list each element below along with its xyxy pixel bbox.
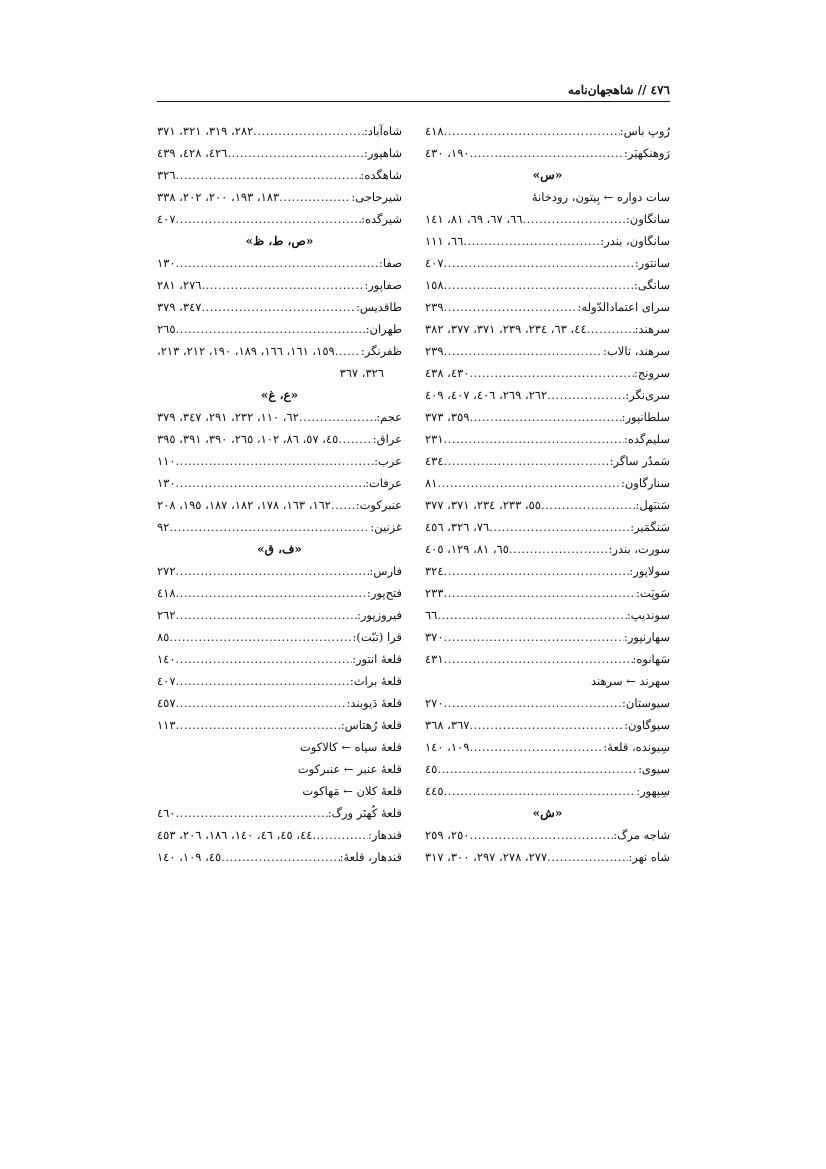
- dot-leader: [444, 120, 620, 142]
- index-page-numbers: ١١٣: [157, 718, 176, 732]
- index-term: سانگی:: [633, 278, 670, 292]
- dot-leader: [444, 582, 637, 604]
- index-entry: [425, 318, 670, 340]
- index-page-numbers: ٧٦، ٣٢٦، ٤٥٦: [425, 520, 490, 534]
- dot-leader: [437, 758, 638, 780]
- dot-leader: [176, 208, 362, 230]
- index-term: ظفرنگر:: [360, 344, 402, 358]
- index-term: عرب:: [374, 454, 402, 468]
- index-term: سوندیپ:: [626, 608, 670, 622]
- index-page-numbers: ٢٣١: [425, 432, 444, 446]
- index-page-numbers: ٤٠٧: [425, 256, 444, 270]
- dot-leader: [176, 450, 375, 472]
- index-page-numbers: ٦٥، ٨١، ١٢٩، ٤٠٥: [425, 542, 509, 556]
- index-entry: [425, 648, 670, 670]
- dot-leader: [176, 670, 350, 692]
- index-term: رُوپ باس:: [619, 124, 670, 138]
- index-page-numbers: ١٥٩، ١٦١، ١٦٦، ١٨٩، ١٩٠، ٢١٢، ٢١٣،: [157, 344, 335, 358]
- index-entry: [157, 560, 402, 582]
- index-page-numbers: ٢٥٠، ٢٥٩: [425, 828, 470, 842]
- section-heading: «ص، ط، ظ»: [245, 234, 314, 248]
- dot-leader: [437, 472, 621, 494]
- cross-reference: سهرند ← سرهند: [590, 674, 670, 688]
- index-term: شاجه مرگ:: [613, 828, 670, 842]
- index-entry: [425, 296, 670, 318]
- index-entry: [425, 120, 670, 142]
- dot-leader: [444, 450, 610, 472]
- index-entry: [157, 450, 402, 472]
- entry-continuation: ٣٢٦، ٣٦٧: [339, 366, 384, 380]
- dot-leader: [509, 538, 609, 560]
- index-entry: [425, 626, 670, 648]
- index-term: غزنین:: [370, 520, 402, 534]
- index-page-numbers: ٤٠٧: [157, 674, 176, 688]
- index-page-numbers: ٤٣٠، ٤٣٨: [425, 366, 470, 380]
- section-heading: «ع، غ»: [260, 388, 299, 402]
- section-heading: «س»: [532, 168, 563, 182]
- dot-leader: [437, 604, 626, 626]
- index-page-numbers: ٩٢: [157, 520, 170, 534]
- index-entry: [157, 120, 402, 142]
- index-page-numbers: ١٤٠: [157, 652, 176, 666]
- dot-leader: [469, 142, 624, 164]
- index-page-numbers: ١٠٩، ١٤٠: [425, 740, 470, 754]
- index-entry: [157, 208, 402, 230]
- index-page-numbers: ٦٦: [425, 608, 438, 622]
- index-term: شاهگده:: [360, 168, 402, 182]
- index-entry: [425, 142, 670, 164]
- dot-leader: [444, 252, 635, 274]
- header-rule: [157, 101, 670, 102]
- dot-leader: [444, 340, 604, 362]
- cross-reference: سات دواره ← بِیتون، رودخانهٔ: [531, 190, 670, 204]
- dot-leader: [444, 780, 637, 802]
- index-term: سانگاون، بندر:: [600, 234, 670, 248]
- index-term: عنبرکوت:: [355, 498, 402, 512]
- index-page-numbers: ٢٣٩: [425, 344, 444, 358]
- index-term: سَوپَت:: [636, 586, 670, 600]
- index-term: سانتور:: [634, 256, 670, 270]
- index-entry: [157, 846, 402, 868]
- dot-leader: [444, 296, 578, 318]
- cross-reference: قلعهٔ عنبر ← عنبرکوت: [297, 762, 402, 776]
- dot-leader: [299, 406, 376, 428]
- index-term: قندهار:: [367, 828, 402, 842]
- index-term: فتح‌پور:: [367, 586, 402, 600]
- dot-leader: [221, 846, 339, 868]
- index-entry: [157, 494, 402, 516]
- index-term: صفاپور:: [364, 278, 402, 292]
- index-term: شاه‌آباد:: [363, 124, 402, 138]
- index-entry: [157, 252, 402, 274]
- index-term: شیرحاجی:: [351, 190, 402, 204]
- dot-leader: [335, 340, 361, 362]
- index-entry: [157, 648, 402, 670]
- index-entry: [425, 692, 670, 714]
- index-page-numbers: ٢٦٢، ٢٦٩، ٤٠٦، ٤٠٧، ٤٠٩: [425, 388, 548, 402]
- index-term: صفا:: [379, 256, 402, 270]
- dot-leader: [201, 274, 364, 296]
- dot-leader: [541, 494, 636, 516]
- index-page-numbers: ٨٥: [157, 630, 170, 644]
- index-term: عجم:: [376, 410, 402, 424]
- index-term: قلعهٔ انتور:: [352, 652, 402, 666]
- index-entry: [425, 230, 670, 252]
- index-page-numbers: ٣٧٠: [425, 630, 444, 644]
- index-entry: [425, 494, 670, 516]
- index-page-numbers: ٦٦، ٦٧، ٦٩، ٨١، ١٤١: [425, 212, 523, 226]
- index-entry: [157, 318, 402, 340]
- dot-leader: [176, 714, 341, 736]
- index-term: قلعهٔ کُهنَر ورگ:: [327, 806, 402, 820]
- index-page-numbers: ٤١٨: [157, 586, 176, 600]
- index-term: فارس:: [369, 564, 402, 578]
- index-page-numbers: ٤٤٥: [425, 784, 444, 798]
- index-entry: [157, 516, 402, 538]
- index-term: طاقدیس:: [356, 300, 402, 314]
- dot-leader: [469, 714, 624, 736]
- index-term: سهارنپور:: [623, 630, 670, 644]
- index-page-numbers: ١٦٢، ١٦٣، ١٧٨، ١٨٢، ١٨٧، ١٩٥، ٢٠٨: [157, 498, 331, 512]
- index-page-numbers: ٣٦٧، ٣٦٨: [425, 718, 470, 732]
- dot-leader: [176, 582, 368, 604]
- index-entry: [157, 296, 402, 318]
- dot-leader: [169, 516, 370, 538]
- index-page-numbers: ٢٣٣: [425, 586, 444, 600]
- index-term: سیوستان:: [622, 696, 670, 710]
- index-term: سورت، بندر:: [608, 542, 670, 556]
- dot-leader: [587, 318, 635, 340]
- index-page-numbers: ٤٢٦، ٤٢٨، ٤٣٩: [157, 146, 228, 160]
- index-page-numbers: ٢٣٩: [425, 300, 444, 314]
- index-page-numbers: ٨١: [425, 476, 438, 490]
- dot-leader: [176, 164, 361, 186]
- index-term: سرهند:: [634, 322, 670, 336]
- dot-leader: [176, 648, 353, 670]
- index-entry: [425, 824, 670, 846]
- dot-leader: [253, 120, 364, 142]
- index-entry: [425, 428, 670, 450]
- dot-leader: [444, 560, 630, 582]
- section-heading: «ف، ق»: [257, 542, 302, 556]
- index-page-numbers: ٤٠٧: [157, 212, 176, 226]
- index-entry: [425, 736, 670, 758]
- dot-leader: [444, 648, 633, 670]
- index-page-numbers: ٤٣١: [425, 652, 444, 666]
- index-term: طهران:: [365, 322, 402, 336]
- index-page-numbers: ٢٦٢: [157, 608, 176, 622]
- dot-leader: [331, 494, 356, 516]
- index-term: قندهار، قلعهٔ:: [339, 850, 402, 864]
- index-entry: [425, 208, 670, 230]
- index-entry: [425, 516, 670, 538]
- index-entry: [157, 582, 402, 604]
- index-entry: [157, 406, 402, 428]
- dot-leader: [176, 318, 366, 340]
- index-page-numbers: ١٣٠: [157, 256, 176, 270]
- dot-leader: [176, 252, 380, 274]
- index-term: سانگاون:: [625, 212, 670, 226]
- index-page-numbers: ٤٣٤: [425, 454, 444, 468]
- index-entry: [157, 472, 402, 494]
- dot-leader: [444, 274, 634, 296]
- index-page-numbers: ٤٤، ٦٣، ٢٣٤، ٢٣٩، ٣٧١، ٣٧٧، ٣٨٢: [425, 322, 587, 336]
- dot-leader: [444, 626, 624, 648]
- index-entry: [425, 384, 670, 406]
- dot-leader: [469, 406, 621, 428]
- index-term: سرهند، تالاب:: [603, 344, 670, 358]
- index-term: عرفات:: [365, 476, 402, 490]
- index-term: سلیم‌گده:: [624, 432, 670, 446]
- index-term: شاهپور:: [363, 146, 402, 160]
- index-term: سیوگاون:: [624, 718, 670, 732]
- index-page-numbers: ٢٧٢: [157, 564, 176, 578]
- running-header: ٤٧٦ // شاهجهان‌نامه: [567, 83, 670, 97]
- index-term: سِپهور:: [636, 784, 670, 798]
- index-entry: [425, 252, 670, 274]
- dot-leader: [176, 472, 366, 494]
- section-heading: «ش»: [532, 806, 563, 820]
- index-page-numbers: ٣٢٦: [157, 168, 176, 182]
- index-term: عراق:: [372, 432, 402, 446]
- dot-leader: [522, 208, 625, 230]
- index-term: سرونج:: [633, 366, 670, 380]
- index-page-numbers: ٢٧٠: [425, 696, 444, 710]
- index-entry: [157, 824, 402, 846]
- index-entry: [157, 802, 402, 824]
- index-page-numbers: ٤٤، ٤٥، ٤٦، ١٤٠، ١٨٦، ٢٠٦، ٤٥٣: [157, 828, 313, 842]
- index-page-numbers: ٣٢٤: [425, 564, 444, 578]
- index-page-numbers: ٣٤٧، ٣٧٩: [157, 300, 202, 314]
- index-entry: [425, 604, 670, 626]
- index-term: قلعهٔ دَیوبند:: [346, 696, 402, 710]
- dot-leader: [169, 626, 352, 648]
- index-entry: [425, 714, 670, 736]
- index-page-numbers: ١١٠: [157, 454, 176, 468]
- index-page-numbers: ٤٥، ١٠٩، ١٤٠: [157, 850, 222, 864]
- index-term: قرا (تبّت):: [352, 630, 402, 644]
- dot-leader: [489, 516, 630, 538]
- dot-leader: [201, 296, 356, 318]
- index-entry: [157, 626, 402, 648]
- index-page-numbers: ٢٧٧، ٢٧٨، ٢٩٧، ٣٠٠، ٣١٧: [425, 850, 548, 864]
- index-term: سَهانوه:: [632, 652, 670, 666]
- index-column-left: [157, 120, 402, 868]
- cross-reference: قلعهٔ سیاه ← کالاکوت: [299, 740, 402, 754]
- index-term: سیوی:: [638, 762, 670, 776]
- index-page-numbers: ١٥٨: [425, 278, 444, 292]
- index-entry: [157, 186, 402, 208]
- index-page-numbers: ١٣٠: [157, 476, 176, 490]
- dot-leader: [279, 186, 351, 208]
- index-entry: [425, 582, 670, 604]
- dot-leader: [176, 560, 370, 582]
- index-entry: [157, 428, 402, 450]
- index-entry: [157, 164, 402, 186]
- index-entry: [425, 450, 670, 472]
- index-entry: [425, 362, 670, 384]
- index-term: شاه نهر:: [628, 850, 670, 864]
- index-entry: [157, 670, 402, 692]
- index-term: سَمدُر ساگر:: [609, 454, 670, 468]
- dot-leader: [444, 428, 624, 450]
- index-entry: [425, 274, 670, 296]
- dot-leader: [469, 824, 613, 846]
- dot-leader: [463, 230, 600, 252]
- dot-leader: [338, 428, 372, 450]
- index-entry: [425, 472, 670, 494]
- index-term: سری‌نگر:: [625, 388, 670, 402]
- index-page-numbers: ٤٦٠: [157, 806, 176, 820]
- index-entry: [157, 604, 402, 626]
- index-term: سِیونده، قلعهٔ:: [603, 740, 670, 754]
- dot-leader: [227, 142, 364, 164]
- index-page-numbers: ١٩٠، ٤٣٠: [425, 146, 470, 160]
- index-term: رَوهنکهیَر:: [624, 146, 670, 160]
- index-term: سلطانپور:: [621, 410, 670, 424]
- index-term: فیروزپور:: [357, 608, 402, 622]
- index-column-right: [425, 120, 670, 868]
- index-term: سنارگاون:: [620, 476, 670, 490]
- index-entry: [425, 846, 670, 868]
- index-entry: [425, 406, 670, 428]
- index-page-numbers: ٢٧٦، ٢٨١: [157, 278, 202, 292]
- index-term: سَنگمَیر:: [630, 520, 670, 534]
- index-term: سرای اعتمادالدّوله:: [577, 300, 670, 314]
- dot-leader: [176, 692, 347, 714]
- index-term: قلعهٔ براث:: [349, 674, 402, 688]
- index-page-numbers: ٤٥: [425, 762, 438, 776]
- dot-leader: [469, 736, 603, 758]
- dot-leader: [176, 604, 357, 626]
- index-entry: [425, 560, 670, 582]
- index-entry: [157, 340, 402, 362]
- index-page-numbers: ٢٦٥: [157, 322, 176, 336]
- index-page-numbers: ٤٥، ٥٧، ٨٦، ١٠٢، ٢٦٥، ٣٩٠، ٣٩١، ٣٩٥: [157, 432, 339, 446]
- index-page-numbers: ٦٢، ١١٠، ٢٣٢، ٢٩١، ٣٤٧، ٣٧٩: [157, 410, 299, 424]
- index-term: سولاپور:: [629, 564, 670, 578]
- index-page-numbers: ٤٥٧: [157, 696, 176, 710]
- index-entry: [157, 714, 402, 736]
- index-entry: [425, 780, 670, 802]
- index-term: شیرگده:: [361, 212, 402, 226]
- index-entry: [425, 340, 670, 362]
- index-entry: [425, 758, 670, 780]
- index-page-numbers: ٢٨٢، ٣١٩، ٣٢١، ٣٧١: [157, 124, 254, 138]
- index-term: سَنبَهل:: [635, 498, 670, 512]
- dot-leader: [547, 846, 628, 868]
- index-page-numbers: ٥٥، ٢٣٣، ٢٣٤، ٣٧١، ٣٧٧: [425, 498, 541, 512]
- index-entry: [157, 692, 402, 714]
- index-page-numbers: ٣٥٩، ٣٧٣: [425, 410, 470, 424]
- dot-leader: [312, 824, 368, 846]
- cross-reference: قلعهٔ کلان ← مَهاکوت: [302, 784, 402, 798]
- dot-leader: [469, 362, 634, 384]
- dot-leader: [547, 384, 625, 406]
- dot-leader: [444, 692, 622, 714]
- index-term: قلعهٔ رُهتاس:: [340, 718, 402, 732]
- index-entry: [157, 274, 402, 296]
- index-entry: [157, 142, 402, 164]
- index-page-numbers: ٤١٨: [425, 124, 444, 138]
- dot-leader: [176, 802, 328, 824]
- index-entry: [425, 538, 670, 560]
- index-page-numbers: ١٨٣، ١٩٣، ٢٠٠، ٢٠٢، ٣٣٨: [157, 190, 280, 204]
- index-page-numbers: ٦٦، ١١١: [425, 234, 464, 248]
